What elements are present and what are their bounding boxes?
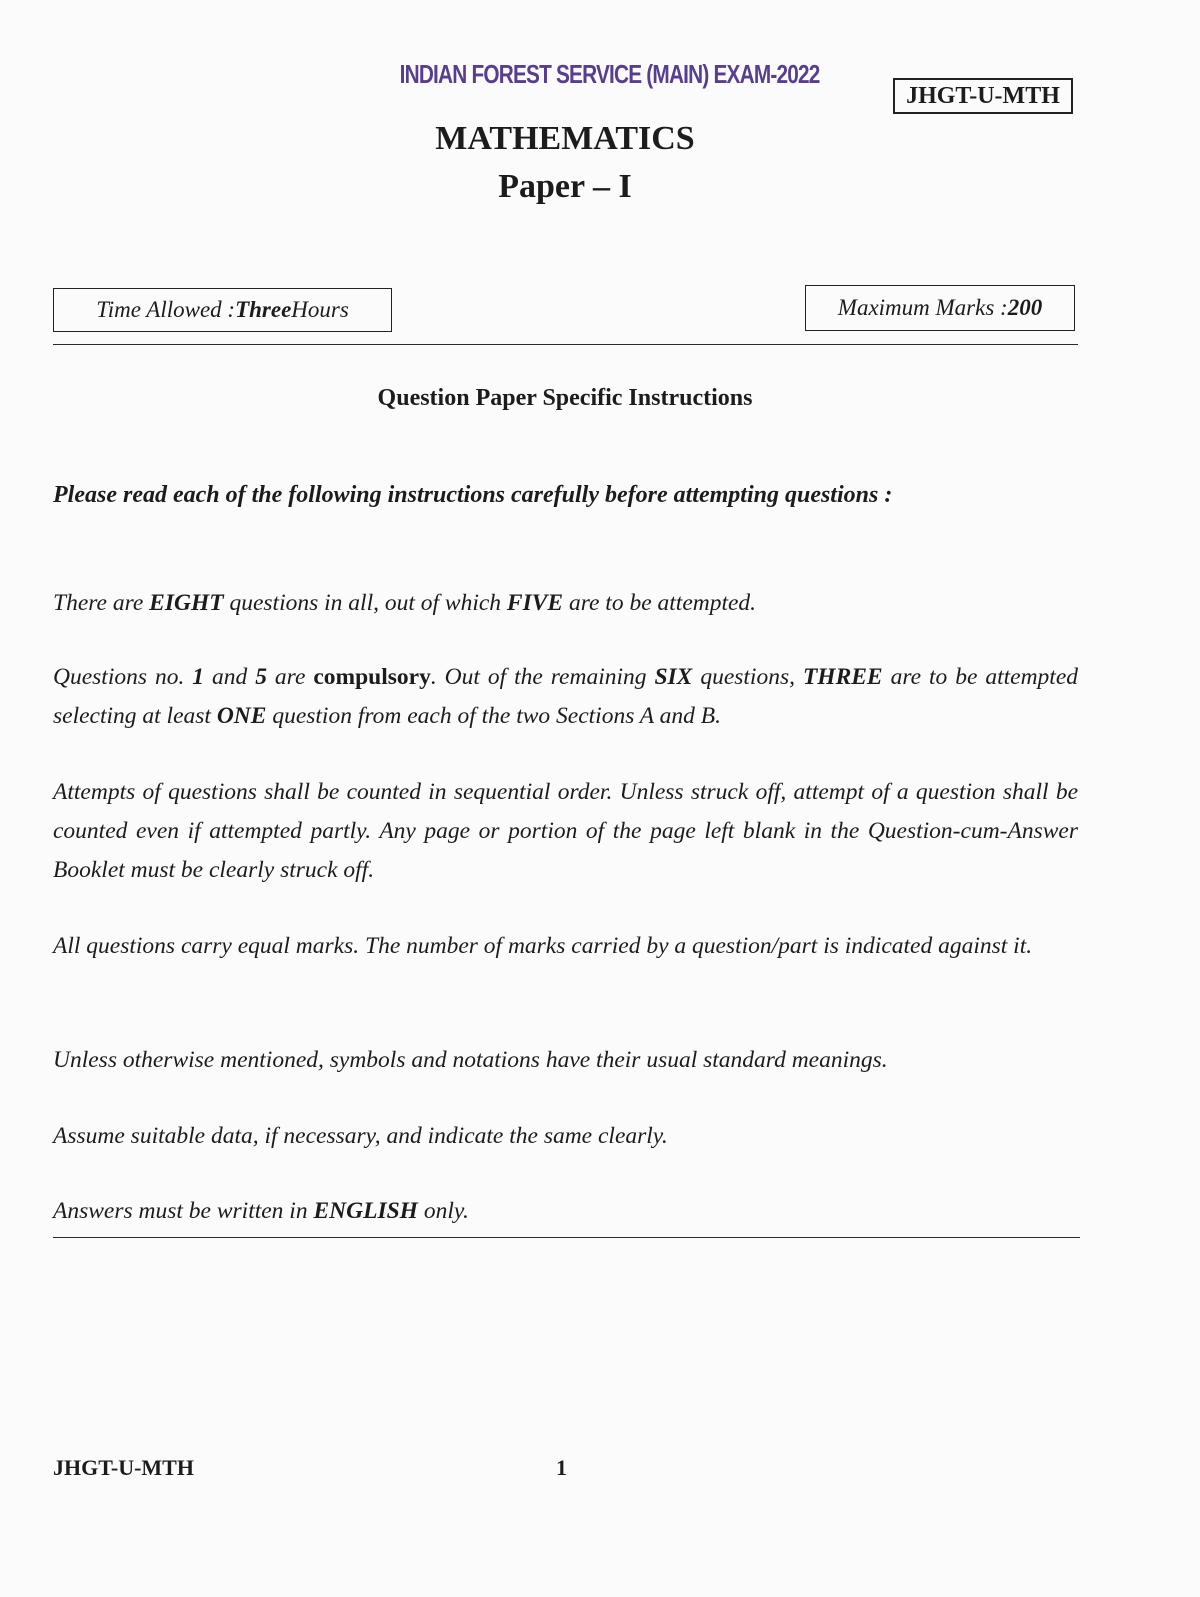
time-allowed-box <box>53 288 392 332</box>
paper-title: Paper – I <box>498 168 632 205</box>
emphasis: FIVE <box>506 590 564 616</box>
instructions-heading: Question Paper Specific Instructions <box>377 385 753 411</box>
text: There are <box>53 590 150 616</box>
emphasis: compulsory <box>313 664 431 690</box>
subject-title: MATHEMATICS <box>435 120 695 157</box>
emphasis: EIGHT <box>149 590 224 616</box>
text: Questions no. <box>53 664 193 690</box>
emphasis: THREE <box>802 664 883 690</box>
maximum-marks-box <box>805 285 1075 331</box>
instruction-equal-marks: All questions carry equal marks. The number of marks carried by a question/part is indicated against it. <box>53 933 1033 959</box>
bottom-divider <box>53 1237 1080 1238</box>
text: questions in all, out of which <box>223 590 507 616</box>
footer-paper-code: JHGT-U-MTH <box>53 1455 194 1480</box>
text: question from each of the two Sections A and B. <box>266 703 721 729</box>
page-number: 1 <box>556 1455 567 1480</box>
marks-value: 200 <box>1007 295 1043 320</box>
emphasis: 5 <box>255 664 267 690</box>
emphasis: ONE <box>216 703 267 729</box>
time-value: Three <box>235 297 292 322</box>
emphasis: 1 <box>192 664 205 690</box>
instruction-questions-count <box>53 584 1078 623</box>
exam-stamp: INDIAN FOREST SERVICE (MAIN) EXAM-2022 <box>399 58 820 89</box>
paper-code-box: JHGT-U-MTH <box>893 78 1073 114</box>
text: are <box>266 664 314 690</box>
time-label: Time Allowed : <box>96 297 236 322</box>
text: Answers must be written in <box>53 1198 314 1224</box>
instruction-sequential-order: Attempts of questions shall be counted in sequential order. Unless struck off, attempt of a question shall be counted even if attempted partly. Any page or portion of the page left blank in the Question-cum-Answer Booklet must be clearly struck off. <box>53 779 1078 883</box>
text: . Out of the remaining <box>430 664 655 690</box>
text: and <box>204 664 256 690</box>
time-unit: Hours <box>291 297 349 322</box>
instruction-notations: Unless otherwise mentioned, symbols and notations have their usual standard meanings. <box>53 1047 888 1073</box>
text: only. <box>417 1198 469 1224</box>
instruction-language <box>53 1192 1078 1231</box>
text: questions, <box>692 664 803 690</box>
emphasis: ENGLISH <box>313 1198 418 1224</box>
instruction-assume-data: Assume suitable data, if necessary, and indicate the same clearly. <box>53 1123 668 1149</box>
emphasis: SIX <box>654 664 693 690</box>
instruction-compulsory <box>53 658 1078 736</box>
text: are to be attempted selecting at least <box>53 664 1079 729</box>
text: are to be attempted. <box>563 590 757 616</box>
instructions-lead: Please read each of the following instructions carefully before attempting questions : <box>53 482 893 508</box>
top-divider <box>53 344 1078 345</box>
marks-label: Maximum Marks : <box>837 295 1008 320</box>
